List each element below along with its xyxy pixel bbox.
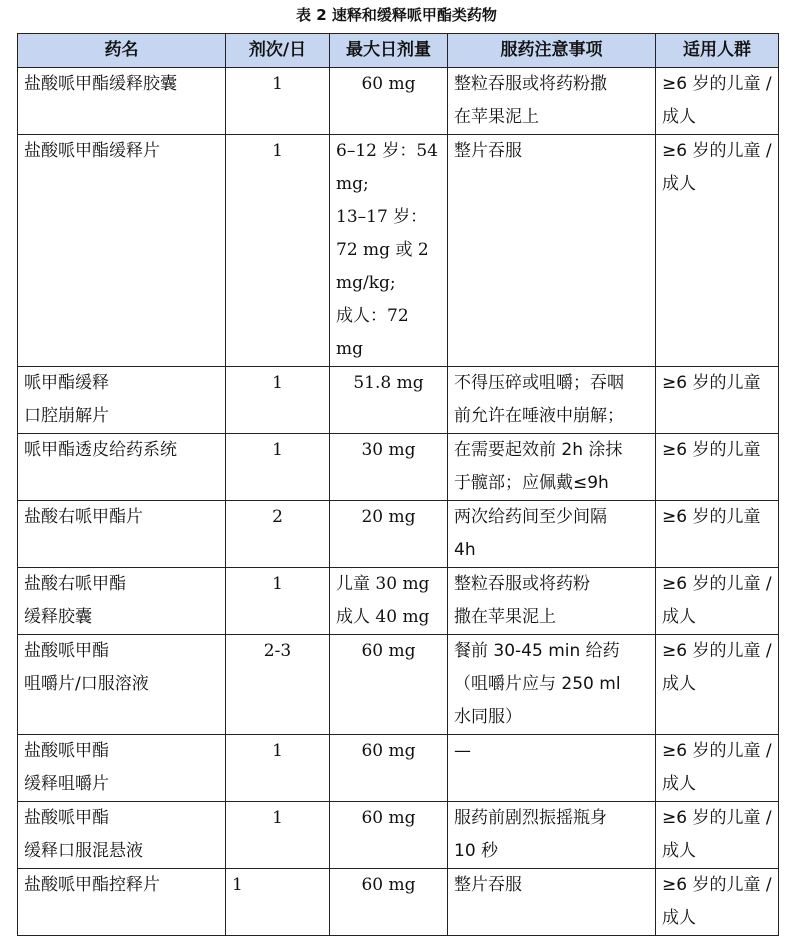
population-line: ≥6 岁的儿童 /	[662, 641, 772, 661]
notes-cell	[448, 869, 656, 936]
max-dose-line: 13–17 岁：	[336, 207, 428, 227]
notes-cell	[448, 802, 656, 869]
max-dose-line: 20 mg	[361, 507, 416, 527]
population-cell	[656, 367, 779, 434]
notes-cell	[448, 501, 656, 568]
notes-line: 不得压碎或咀嚼；吞咽	[454, 373, 624, 393]
notes-cell	[448, 68, 656, 135]
population-line: ≥6 岁的儿童	[662, 507, 761, 527]
max-dose-line: 51.8 mg	[353, 373, 424, 393]
population-cell	[656, 434, 779, 501]
max-dose-line: 6–12 岁：54	[336, 141, 438, 161]
header-notes: 服药注意事项	[448, 34, 656, 68]
drug-name-line: 盐酸哌甲酯缓释片	[24, 141, 160, 161]
notes-cell	[448, 568, 656, 635]
population-cell	[656, 568, 779, 635]
notes-line: 10 秒	[454, 841, 499, 861]
population-line: 成人	[662, 107, 696, 127]
max-dose-line: 成人：72 mg	[336, 306, 409, 359]
drug-name-line: 盐酸右哌甲酯	[24, 574, 126, 594]
notes-cell	[448, 434, 656, 501]
notes-line: 于髋部；应佩戴≤9h	[454, 473, 609, 493]
notes-line: 服药前剧烈振摇瓶身	[454, 808, 607, 828]
population-cell	[656, 501, 779, 568]
drug-name-line: 盐酸右哌甲酯片	[24, 507, 143, 527]
max-dose-line: 60 mg	[361, 741, 416, 761]
population-line: ≥6 岁的儿童 /	[662, 741, 772, 761]
population-line: 成人	[662, 841, 696, 861]
population-cell	[656, 869, 779, 936]
notes-cell	[448, 735, 656, 802]
drug-name-line: 盐酸哌甲酯	[24, 741, 109, 761]
notes-cell	[448, 135, 656, 367]
notes-cell	[448, 635, 656, 735]
notes-line: 两次给药间至少间隔	[454, 507, 607, 527]
max-dose-line: 60 mg	[361, 74, 416, 94]
max-dose-cell	[330, 869, 448, 936]
drug-name-cell	[18, 869, 226, 936]
frequency-cell: 1	[226, 68, 330, 135]
notes-line: 餐前 30-45 min 给药	[454, 641, 620, 661]
max-dose-line: 60 mg	[361, 641, 416, 661]
table-row	[18, 568, 779, 635]
max-dose-cell	[330, 735, 448, 802]
population-line: ≥6 岁的儿童 /	[662, 74, 772, 94]
population-cell	[656, 135, 779, 367]
max-dose-cell	[330, 568, 448, 635]
population-cell	[656, 635, 779, 735]
table-row	[18, 635, 779, 735]
max-dose-cell	[330, 802, 448, 869]
notes-line: —	[454, 741, 471, 761]
notes-cell	[448, 367, 656, 434]
drug-name-line: 哌甲酯缓释	[24, 373, 109, 393]
frequency-cell: 1	[226, 869, 330, 936]
max-dose-line: 30 mg	[361, 440, 416, 460]
notes-line: 前允许在唾液中崩解；	[454, 406, 624, 426]
drug-name-cell	[18, 802, 226, 869]
frequency-cell: 2	[226, 501, 330, 568]
drug-name-line: 口腔崩解片	[24, 406, 109, 426]
drug-name-line: 盐酸哌甲酯控释片	[24, 875, 160, 895]
header-population: 适用人群	[656, 34, 779, 68]
drug-table	[17, 33, 779, 936]
table-row	[18, 135, 779, 367]
drug-name-cell	[18, 135, 226, 367]
max-dose-line: 60 mg	[361, 875, 416, 895]
notes-line: 水同服）	[454, 707, 522, 727]
drug-name-line: 盐酸哌甲酯	[24, 641, 109, 661]
notes-line: 在需要起效前 2h 涂抹	[454, 440, 623, 460]
population-line: ≥6 岁的儿童 /	[662, 808, 772, 828]
notes-line: 在苹果泥上	[454, 107, 539, 127]
table-row	[18, 367, 779, 434]
population-line: 成人	[662, 774, 696, 794]
frequency-cell: 2-3	[226, 635, 330, 735]
population-cell	[656, 802, 779, 869]
population-line: ≥6 岁的儿童 /	[662, 141, 772, 161]
population-line: 成人	[662, 908, 696, 928]
max-dose-cell	[330, 68, 448, 135]
table-row	[18, 434, 779, 501]
population-cell	[656, 68, 779, 135]
frequency-cell: 1	[226, 802, 330, 869]
drug-name-line: 盐酸哌甲酯	[24, 808, 109, 828]
drug-name-cell	[18, 68, 226, 135]
drug-name-line: 缓释口服混悬液	[24, 841, 143, 861]
max-dose-line: 儿童 30 mg	[336, 574, 430, 594]
frequency-cell: 1	[226, 434, 330, 501]
population-cell	[656, 735, 779, 802]
notes-line: 撒在苹果泥上	[454, 607, 556, 627]
frequency-cell: 1	[226, 568, 330, 635]
max-dose-cell	[330, 635, 448, 735]
notes-line: 整粒吞服或将药粉撒	[454, 74, 607, 94]
max-dose-cell	[330, 501, 448, 568]
table-row	[18, 802, 779, 869]
notes-line: 4h	[454, 540, 476, 560]
header-drug-name: 药名	[18, 34, 226, 68]
table-caption: 表 2 速释和缓释哌甲酯类药物	[296, 6, 497, 24]
drug-name-cell	[18, 635, 226, 735]
population-line: 成人	[662, 607, 696, 627]
frequency-cell: 1	[226, 735, 330, 802]
drug-name-line: 咀嚼片/口服溶液	[24, 674, 149, 694]
max-dose-line: 60 mg	[361, 808, 416, 828]
header-max-daily-dose: 最大日剂量	[330, 34, 448, 68]
drug-name-cell	[18, 501, 226, 568]
header-doses-per-day: 剂次/日	[226, 34, 330, 68]
max-dose-cell	[330, 367, 448, 434]
drug-name-line: 缓释胶囊	[24, 607, 92, 627]
max-dose-cell	[330, 434, 448, 501]
drug-name-cell	[18, 568, 226, 635]
header-row	[18, 34, 779, 68]
notes-line: 整片吞服	[454, 875, 522, 895]
population-line: 成人	[662, 174, 696, 194]
table-row	[18, 68, 779, 135]
population-line: ≥6 岁的儿童	[662, 373, 761, 393]
max-dose-line: 72 mg 或 2	[336, 240, 429, 260]
population-line: ≥6 岁的儿童 /	[662, 574, 772, 594]
frequency-cell: 1	[226, 367, 330, 434]
table-row	[18, 869, 779, 936]
max-dose-line: 成人 40 mg	[336, 607, 430, 627]
drug-name-cell	[18, 735, 226, 802]
frequency-cell: 1	[226, 135, 330, 367]
table-row	[18, 501, 779, 568]
drug-name-cell	[18, 367, 226, 434]
population-line: 成人	[662, 674, 696, 694]
notes-line: （咀嚼片应与 250 ml	[454, 674, 621, 694]
drug-name-line: 哌甲酯透皮给药系统	[24, 440, 177, 460]
drug-name-line: 缓释咀嚼片	[24, 774, 109, 794]
population-line: ≥6 岁的儿童	[662, 440, 761, 460]
table-row	[18, 735, 779, 802]
max-dose-line: mg/kg;	[336, 273, 396, 293]
notes-line: 整片吞服	[454, 141, 522, 161]
notes-line: 整粒吞服或将药粉	[454, 574, 590, 594]
drug-name-line: 盐酸哌甲酯缓释胶囊	[24, 74, 177, 94]
max-dose-line: mg;	[336, 174, 369, 194]
max-dose-cell	[330, 135, 448, 367]
drug-name-cell	[18, 434, 226, 501]
population-line: ≥6 岁的儿童 /	[662, 875, 772, 895]
